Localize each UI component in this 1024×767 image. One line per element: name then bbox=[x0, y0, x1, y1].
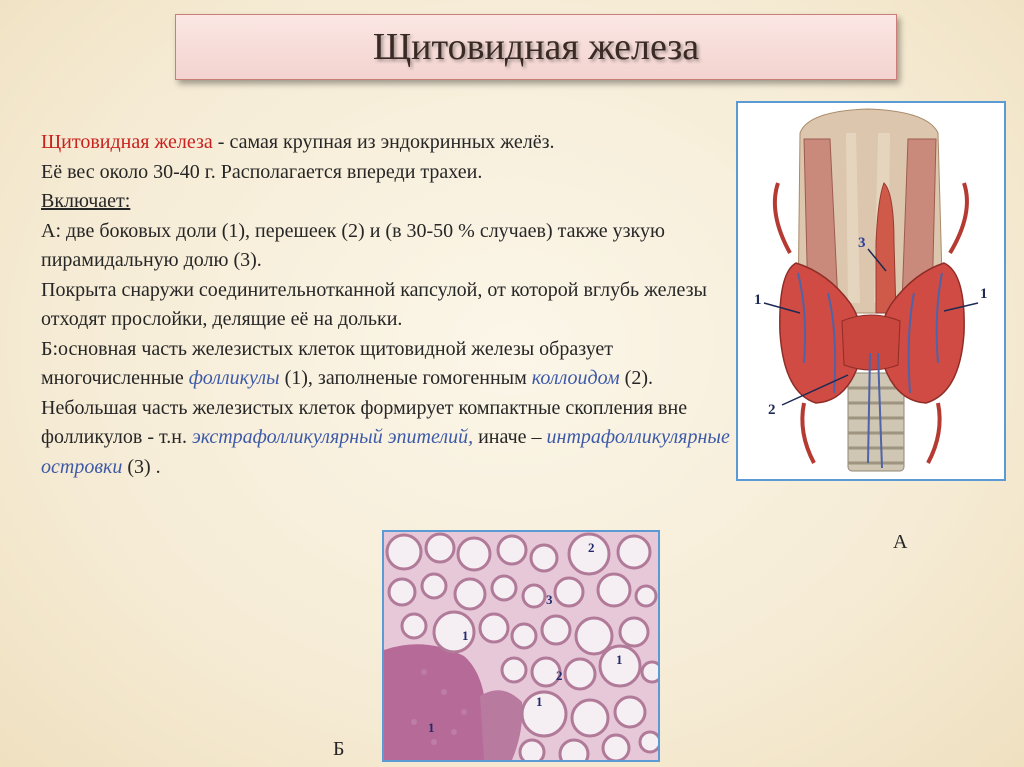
paragraph-extrafollicular bbox=[41, 394, 741, 483]
term-islets: интрафолликулярные островки bbox=[41, 426, 730, 478]
marker-pyramidal: 3 bbox=[858, 235, 866, 251]
paragraph-follicles bbox=[41, 335, 741, 394]
marker-colloid-top: 2 bbox=[588, 540, 595, 555]
extra-text-a: Небольшая часть железистых клеток формирует компактные скопления вне фолликулов - т.н. bbox=[41, 396, 688, 448]
body-text bbox=[41, 128, 741, 482]
marker-left-lobe: 1 bbox=[754, 292, 762, 308]
paragraph-weight: Её вес около 30-40 г. Располагается впереди трахеи. bbox=[41, 160, 483, 183]
title-box bbox=[175, 14, 897, 80]
term-thyroid: Щитовидная железа bbox=[41, 131, 213, 153]
slide-title: Щитовидная железа bbox=[372, 26, 700, 68]
marker-isthmus: 2 bbox=[768, 402, 776, 418]
marker-follicle-center: 1 bbox=[536, 694, 543, 709]
thyroid-histology-figure bbox=[382, 530, 660, 762]
figure-a-label: А bbox=[893, 531, 908, 553]
marker-colloid-mid: 2 bbox=[556, 668, 563, 683]
anatomy-marker-layer bbox=[736, 101, 1006, 481]
histology-marker-layer bbox=[384, 532, 658, 760]
term-follicles: фолликулы bbox=[188, 367, 280, 389]
marker-follicle-right: 1 bbox=[616, 652, 623, 667]
figure-b-label: Б bbox=[333, 738, 345, 760]
paragraph-lobes: А: две боковых доли (1), перешеек (2) и (в 30-50 % случаев) также узкую пирамидальную долю (3). bbox=[41, 219, 665, 271]
definition-rest: - самая крупная из эндокринных желёз. bbox=[212, 131, 555, 153]
term-colloid: коллоидом bbox=[531, 367, 620, 389]
extra-text-b: иначе – bbox=[473, 426, 547, 448]
marker-follicle-bottom: 1 bbox=[428, 720, 435, 735]
follicles-text-c: (2). bbox=[619, 367, 653, 389]
paragraph-capsule: Покрыта снаружи соединительнотканной капсулой, от которой вглубь железы отходят прослойки, делящие её на дольки. bbox=[41, 278, 707, 330]
marker-islet: 3 bbox=[546, 592, 553, 607]
extra-text-c: (3) . bbox=[122, 455, 161, 478]
marker-follicle-left: 1 bbox=[462, 628, 469, 643]
follicles-text-a: Б:основная часть железистых клеток щитовидной железы образует многочисленные bbox=[41, 337, 614, 389]
paragraph-includes: Включает: bbox=[41, 190, 131, 212]
follicles-text-b: (1), заполненые гомогенным bbox=[279, 367, 532, 389]
marker-right-lobe: 1 bbox=[980, 286, 988, 302]
term-extrafollicular: экстрафолликулярный эпителий, bbox=[191, 426, 474, 448]
paragraph-definition bbox=[41, 128, 741, 158]
